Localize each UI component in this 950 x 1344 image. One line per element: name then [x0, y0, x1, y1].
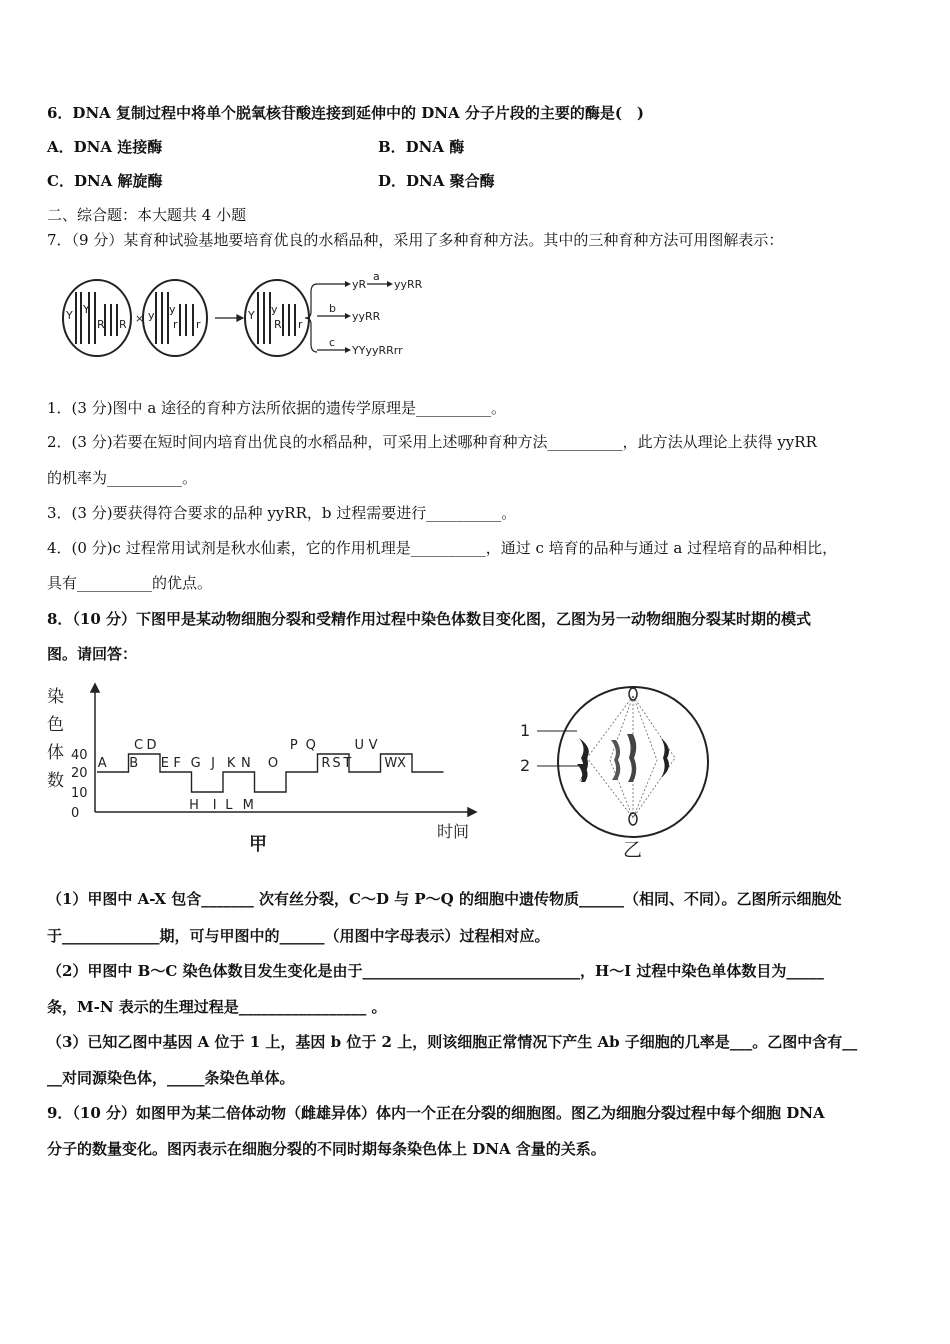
point-label: B — [129, 756, 139, 771]
cross-symbol: × — [135, 312, 145, 325]
q7-sub4-line2: 具有__________的优点。 — [47, 574, 213, 592]
q9-stem-line1: 9．（10 分）如图甲为某二倍体动物（雌雄异体）体内一个正在分裂的细胞图。图乙为细胞分裂过程中每个细胞 DNA — [47, 1104, 825, 1122]
figure-b-title: 乙 — [623, 839, 643, 860]
q8-sub3-line2: __对同源染色体，_____条染色单体。 — [47, 1069, 295, 1087]
q8-sub1-line1: （1）甲图中 A-X 包含_______ 次有丝分裂，C～D 与 P～Q 的细胞中遗传物质______（相同、不同）。乙图所示细胞处 — [47, 890, 842, 908]
point-label: I — [212, 798, 217, 813]
point-label: D — [146, 738, 157, 753]
point-label: F — [173, 756, 181, 771]
y-tick-label: 40 — [71, 748, 88, 763]
point-label: G — [190, 756, 201, 771]
section-heading: 二、综合题：本大题共 4 小题 — [47, 206, 247, 224]
result-b: yyRR — [352, 310, 381, 323]
cell2-gene-r1: r — [173, 318, 178, 331]
chromosomes — [577, 734, 669, 782]
q6-option-d: D．DNA 聚合酶 — [378, 172, 495, 190]
point-label: S — [332, 756, 341, 771]
point-label: H — [189, 798, 199, 813]
result-a-intermediate: yR — [352, 278, 367, 291]
q6-option-c: C．DNA 解旋酶 — [47, 172, 163, 190]
q6-stem: 6．DNA 复制过程中将单个脱氧核苷酸连接到延伸中的 DNA 分子片段的主要的酶是( ) — [47, 104, 645, 122]
point-label: N — [241, 756, 251, 771]
q6-option-a: A．DNA 连接酶 — [47, 138, 163, 156]
q8-sub3-line1: （3）已知乙图中基因 A 位于 1 上，基因 b 位于 2 上，则该细胞正常情况下产生 Ab 子细胞的几率是___。乙图中含有__ — [47, 1033, 858, 1051]
y-axis-arrow — [91, 684, 99, 692]
y-axis-label-char: 色 — [47, 715, 64, 735]
q8-stem-line1: 8．（10 分）下图甲是某动物细胞分裂和受精作用过程中染色体数目变化图，乙图为另一动物细胞分裂某时期的模式 — [47, 610, 812, 628]
y-tick-label: 20 — [71, 766, 88, 781]
q7-sub1: 1．(3 分)图中 a 途径的育种方法所依据的遗传学原理是__________。 — [47, 399, 507, 417]
cell3-gene-r2: r — [298, 318, 303, 331]
q8-sub2-line1: （2）甲图中 B～C 染色体数目发生变化是由于_____________________________，H～I 过程中染色单体数目为_____ — [47, 962, 824, 980]
result-a-final: yyRR — [394, 278, 423, 291]
cell-division-figure — [515, 678, 725, 860]
point-label: K — [226, 756, 236, 771]
y-axis-label-char: 体 — [47, 743, 64, 763]
q7-sub4-line1: 4．(0 分)c 过程常用试剂是秋水仙素，它的作用机理是__________，通过 c 培育的品种与通过 a 过程培育的品种相比， — [47, 539, 838, 557]
point-label: R — [321, 756, 331, 771]
chart-title: 甲 — [249, 834, 267, 855]
q9-stem-line2: 分子的数量变化。图丙表示在细胞分裂的不同时期每条染色体上 DNA 含量的关系。 — [47, 1140, 606, 1158]
cell2-gene-y2: y — [169, 303, 176, 316]
y-axis-label-char: 染 — [47, 687, 64, 707]
point-label: M — [242, 798, 254, 813]
point-label: E — [160, 756, 169, 771]
q8-stem-line2: 图。请回答： — [47, 645, 138, 663]
point-label: J — [211, 756, 215, 771]
chromosome-count-chart — [45, 680, 485, 860]
cell1-gene-r2: R — [119, 318, 127, 331]
point-label: X — [396, 756, 406, 771]
q8-sub2-line2: 条，M-N 表示的生理过程是_________________ 。 — [47, 998, 387, 1016]
q7-stem: 7．（9 分）某育种试验基地要培育优良的水稻品种，采用了多种育种方法。其中的三种育种方法可用图解表示： — [47, 231, 784, 249]
path-b-label: b — [329, 302, 336, 315]
cell2-gene-y1: y — [148, 309, 155, 322]
cell1-gene-r1: R — [97, 318, 105, 331]
point-label: L — [225, 798, 233, 813]
cell3-gene-y2: y — [271, 303, 278, 316]
point-label: V — [368, 738, 378, 753]
label-1: 1 — [520, 721, 531, 740]
point-label: U — [354, 738, 364, 753]
result-c: YYyyRRrr — [352, 344, 403, 357]
breeding-diagram — [55, 270, 435, 365]
point-label: O — [267, 756, 279, 771]
path-a-label: a — [373, 270, 380, 283]
cell2-gene-r2: r — [196, 318, 201, 331]
y-tick-label: 0 — [71, 806, 80, 821]
q7-sub3: 3．(3 分)要获得符合要求的品种 yyRR，b 过程需要进行__________。 — [47, 504, 517, 522]
x-axis-label: 时间 — [437, 822, 470, 841]
point-label: P — [289, 738, 298, 753]
cell3-gene-y1: Y — [248, 309, 255, 322]
cell1-gene-y2: Y — [83, 303, 90, 316]
point-label: T — [343, 756, 352, 771]
x-axis-arrow — [468, 808, 476, 816]
point-label: Q — [305, 738, 316, 753]
q7-sub2-line1: 2．(3 分)若要在短时间内培育出优良的水稻品种，可采用上述哪种育种方法__________，此方法从理论上获得 yyRR — [47, 433, 817, 451]
q8-sub1-line2: 于_____________期，可与甲图中的______（用图中字母表示）过程相对应。 — [47, 927, 550, 945]
y-axis-label-char: 数 — [47, 771, 64, 791]
point-label: C — [133, 738, 144, 753]
q6-option-b: B．DNA 酶 — [378, 138, 465, 156]
y-tick-label: 10 — [71, 786, 88, 801]
label-2: 2 — [520, 756, 531, 775]
point-label: W — [384, 756, 398, 771]
path-c-label: c — [329, 336, 336, 349]
point-label: A — [97, 756, 107, 771]
cell1-gene-y1: Y — [66, 309, 73, 322]
cell3-gene-r1: R — [274, 318, 282, 331]
q7-sub2-line2: 的机率为__________。 — [47, 469, 198, 487]
